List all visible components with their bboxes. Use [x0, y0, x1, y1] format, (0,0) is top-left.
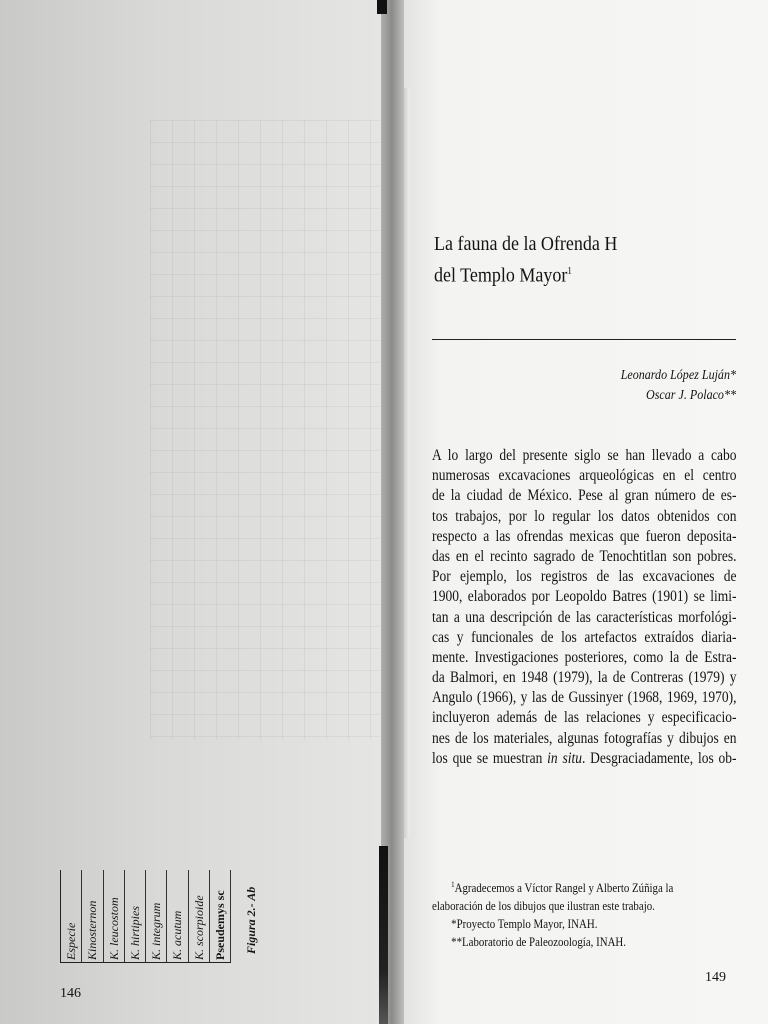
title-footnote-mark: 1 — [567, 266, 572, 277]
body-line: tos trabajos, por lo regular los datos obtenidos con — [432, 507, 737, 525]
show-through-grid — [150, 120, 380, 740]
table-column: K. hirtipies — [125, 870, 146, 962]
table-column: Especie — [61, 870, 82, 962]
right-page-number: 149 — [705, 970, 726, 985]
table-column: K. acutum — [167, 870, 188, 962]
footnote-2: *Proyecto Templo Mayor, INAH. — [451, 917, 598, 932]
body-line: nes de los materiales, algunas fotografías y dibujos en — [432, 729, 737, 747]
title-rule — [432, 339, 736, 340]
body-line: mente. Investigaciones posteriores, como la de Estra- — [432, 648, 737, 666]
article-title — [434, 230, 704, 290]
body-line: numerosas excavaciones arqueológicas en el centro — [432, 467, 737, 485]
body-line: tan a una descripción de las características morfológi- — [432, 608, 737, 626]
body-line: da Balmori, en 1948 (1979), la de Contreras (1979) y — [432, 669, 737, 687]
footnote-3: **Laboratorio de Paleozoología, INAH. — [451, 935, 626, 950]
body-line: Por ejemplo, los registros de las excavaciones de — [432, 568, 737, 586]
footnote-mark: 1 — [451, 880, 455, 889]
author-block — [560, 366, 736, 406]
table-column: K. integrum — [146, 870, 167, 962]
body-line-last: los que se muestran in situ. Desgraciadamente, los ob- — [432, 749, 737, 767]
body-paragraph — [432, 446, 737, 769]
body-line: Angulo (1966), y las de Gussinyer (1968, 1969, 1970), — [432, 689, 737, 707]
body-line: A lo largo del presente siglo se han llevado a cabo — [432, 447, 737, 464]
table-column: Kinosternon — [82, 870, 103, 962]
body-line: incluyeron además de las relaciones y especificacio- — [432, 709, 737, 727]
page-edge — [404, 88, 410, 838]
figure-caption: Figura 2.- Ab — [244, 886, 258, 954]
body-line: das en el recinto sagrado de Tenochtitlan son pobres. — [432, 547, 737, 565]
body-line: respecto a las ofrendas mexicas que fueron deposita- — [432, 527, 737, 545]
title-line-1: La fauna de la Ofrenda H — [434, 233, 618, 255]
body-line: cas y funcionales de los artefactos extraídos diaria- — [432, 628, 737, 646]
author-2: Oscar J. Polaco** — [646, 388, 736, 403]
left-page-number: 146 — [60, 986, 81, 1001]
footnotes — [432, 876, 737, 951]
title-line-2: del Templo Mayor — [434, 264, 568, 287]
binding-shadow — [379, 846, 388, 1024]
body-line: de la ciudad de México. Pese al gran número de es- — [432, 487, 737, 505]
table-column: K. leucostom — [104, 870, 125, 962]
footnote-1: $^1$Agradecemos a Víctor Rangel y Alberto Zúñiga la — [451, 880, 674, 896]
author-1: Leonardo López Luján* — [620, 368, 736, 383]
in-situ-italic: in situ — [547, 749, 582, 767]
table-column: K. scorpioide — [189, 870, 210, 962]
rotated-table-fragment — [60, 870, 231, 963]
spine-mark — [377, 0, 387, 14]
table-column: Pseudemys sc — [210, 870, 231, 962]
footnote-1-cont: elaboración de los dibujos que ilustran este trabajo. — [432, 899, 655, 914]
body-line: 1900, elaborados por Leopoldo Batres (1901) se limi- — [432, 588, 737, 606]
